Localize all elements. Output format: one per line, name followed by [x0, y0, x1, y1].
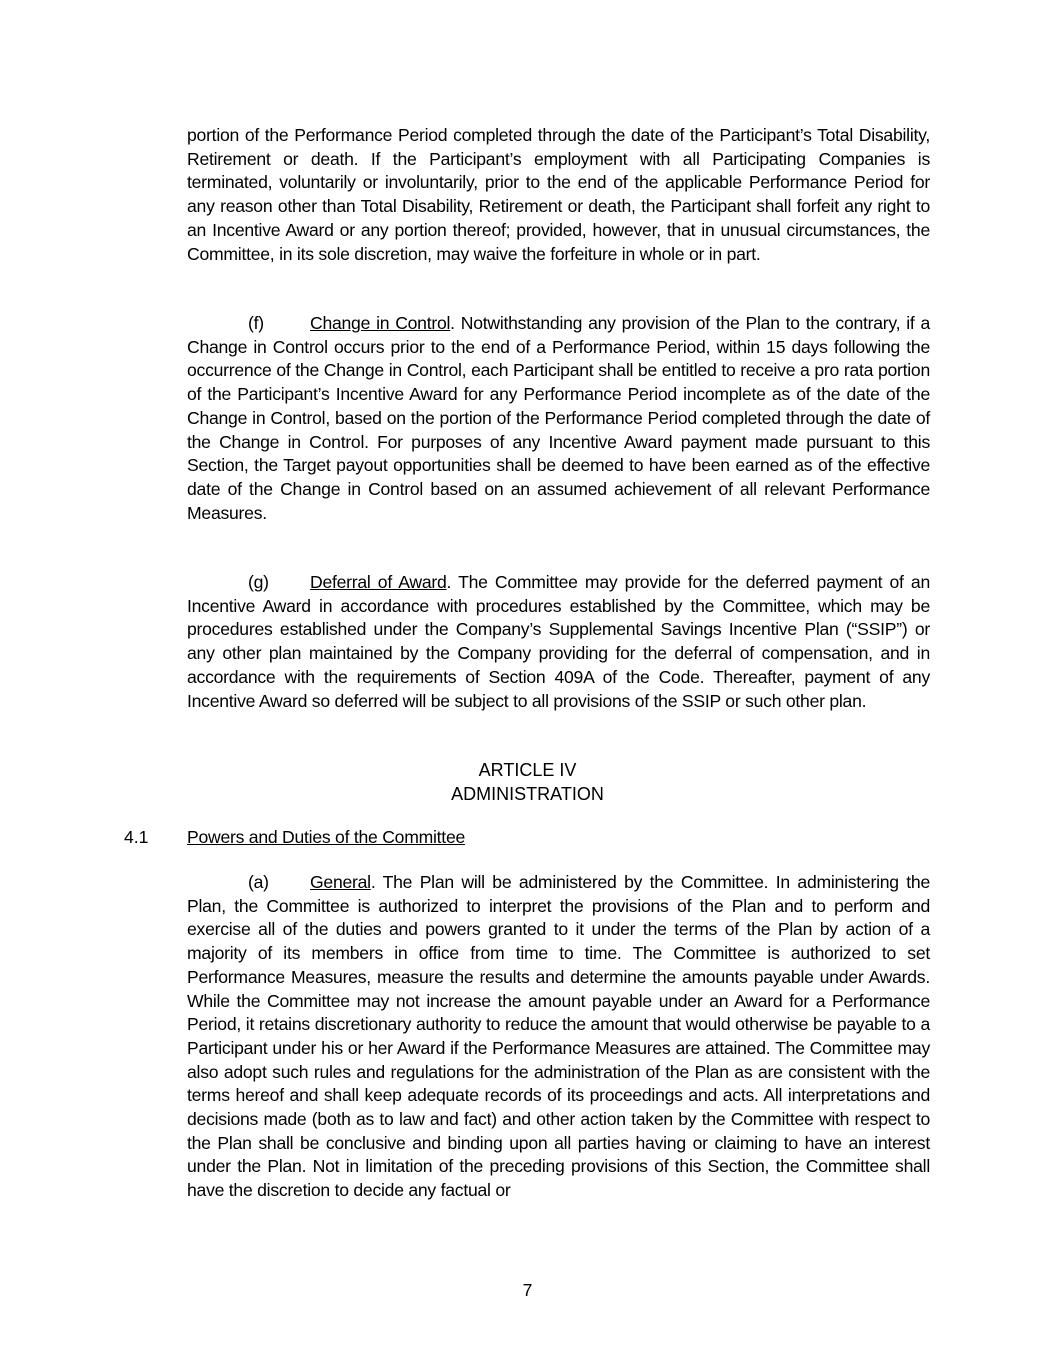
- section-title: Powers and Duties of the Committee: [187, 827, 466, 847]
- article-title: ADMINISTRATION: [451, 784, 604, 804]
- paragraph-g: [187, 571, 930, 713]
- paragraph-g-label: (g): [248, 572, 269, 592]
- page-number: 7: [522, 1280, 533, 1300]
- paragraph-a: [187, 871, 930, 1203]
- paragraph-f-title: Change in Control: [310, 313, 451, 333]
- continuation-paragraph: portion of the Performance Period completed through the date of the Participant’s Total Disability, Retirement or death. If the Participant’s employment with all Participating Companies is terminated, voluntarily or involuntarily, prior to the end of the applicable Performance Period for any reason other than Total Disability, Retirement or death, the Participant shall forfeit any right to an Incentive Award or any portion thereof; provided, however, that in unusual circumstances, the Committee, in its sole discretion, may waive the forfeiture in whole or in part.: [187, 125, 930, 264]
- paragraph-f: [187, 312, 930, 525]
- paragraph-f-body: . Notwithstanding any provision of the Plan to the contrary, if a Change in Control occurs prior to the end of a Performance Period, within 15 days following the occurrence of the Change in Control, each Participant shall be entitled to receive a pro rata portion of the Participant’s Incentive Award for any Performance Period incomplete as of the date of the Change in Control, based on the portion of the Performance Period completed through the date of the Change in Control. For purposes of any Incentive Award payment made pursuant to this Section, the Target payout opportunities shall be deemed to have been earned as of the effective date of the Change in Control based on an assumed achievement of all relevant Performance Measures.: [187, 313, 930, 523]
- paragraph-a-body: . The Plan will be administered by the Committee. In administering the Plan, the Committee is authorized to interpret the provisions of the Plan and to perform and exercise all of the duties and powers granted to it under the terms of the Plan by action of a majority of its members in office from time to time. The Committee is authorized to set Performance Measures, measure the results and determine the amounts payable under Awards. While the Committee may not increase the amount payable under an Award for a Performance Period, it retains discretionary authority to reduce the amount that would otherwise be payable to a Participant under his or her Award if the Performance Measures are attained. The Committee may also adopt such rules and regulations for the administration of the Plan as are consistent with the terms hereof and shall keep adequate records of its proceedings and acts. All interpretations and decisions made (both as to law and fact) and other action taken by the Committee with respect to the Plan shall be conclusive and binding upon all parties having or claiming to have an interest under the Plan. Not in limitation of the preceding provisions of this Section, the Committee shall have the discretion to decide any factual or: [187, 872, 930, 1201]
- paragraph-g-body: . The Committee may provide for the deferred payment of an Incentive Award in accordance with procedures established by the Committee, which may be procedures established under the Company’s Supplemental Savings Incentive Plan (“SSIP”) or any other plan maintained by the Company providing for the deferral of compensation, and in accordance with the requirements of Section 409A of the Code. Thereafter, payment of any Incentive Award so deferred will be subject to all provisions of the SSIP or such other plan.: [187, 572, 930, 711]
- article-number: ARTICLE IV: [478, 760, 577, 780]
- paragraph-g-title: Deferral of Award: [310, 572, 447, 592]
- paragraph-f-label: (f): [248, 313, 264, 333]
- section-number: 4.1: [124, 827, 149, 847]
- paragraph-a-title: General: [310, 872, 371, 892]
- paragraph-a-label: (a): [248, 872, 269, 892]
